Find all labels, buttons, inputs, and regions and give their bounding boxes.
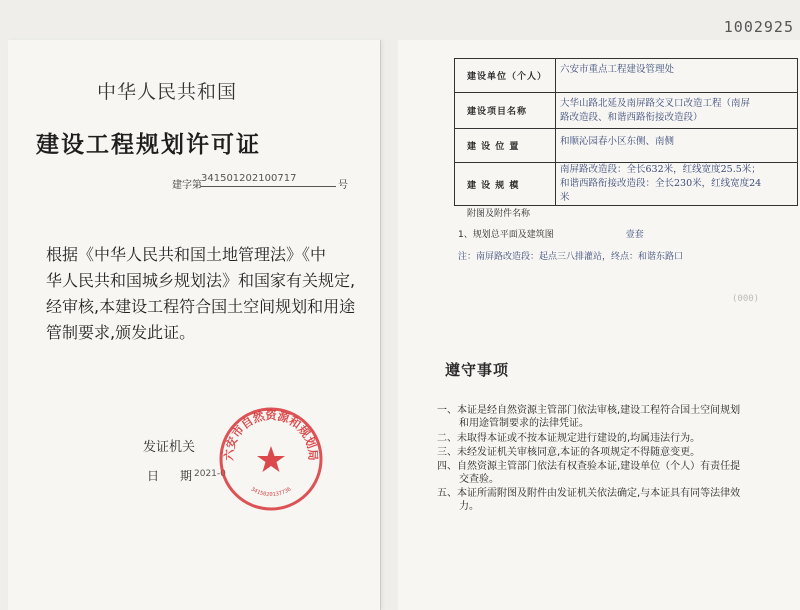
rule-line: 三、未经发证机关审核同意,本证的各项规定不得随意变更。: [437, 447, 701, 458]
value-line: 大华山路北延及南屏路交叉口改造工程（南屏: [560, 97, 751, 109]
rule-line: 二、未取得本证或不按本证规定进行建设的,均属违法行为。: [437, 433, 701, 444]
faint-mark: (000): [732, 294, 760, 304]
body-line: 华人民共和国城乡规划法》和国家有关规定,: [46, 271, 356, 290]
date-value: 2021-0: [194, 469, 226, 479]
rule-line: 一、本证是经自然资源主管部门依法审核,建设工程符合国土空间规划: [437, 405, 741, 416]
attachments-title: 附图及附件名称: [467, 209, 531, 219]
table-row: [455, 129, 798, 163]
seal-text: 六安市自然资源和规划局: [221, 408, 321, 462]
note-text: 注：南屏路改造段：起点三八排灌站，终点：和谐东路口: [458, 252, 684, 262]
row-label: 建设项目名称: [455, 93, 556, 129]
rule-item: [437, 446, 797, 459]
certificate-body: [46, 242, 364, 346]
body-line: 管制要求,颁发此证。: [46, 323, 196, 342]
row-label: 建设单位（个人）: [455, 59, 556, 93]
row-value: 六安市重点工程建设管理处: [556, 59, 798, 93]
table-row: [455, 59, 798, 93]
value-line: 南屏路改造段：全长632米，红线宽度25.5米；: [560, 164, 761, 175]
value-line: 米: [560, 192, 570, 203]
body-line: 经审核,本建设工程符合国土空间规划和用途: [46, 297, 356, 316]
rule-line: 五、本证所需附图及附件由发证机关依法确定,与本证具有同等法律效: [437, 488, 741, 499]
attachment-count: 壹套: [625, 230, 644, 240]
permit-label: 建字第: [172, 180, 202, 191]
table-row: [455, 163, 798, 206]
rule-line: 和用途管制要求的法律凭证。: [459, 418, 589, 429]
row-label: 建 设 规 模: [455, 163, 556, 206]
row-value: [556, 163, 798, 206]
date-label-1: 日: [147, 469, 160, 483]
rules-title: 遵守事项: [445, 361, 510, 379]
rule-item: [437, 487, 797, 513]
official-seal: [216, 404, 326, 514]
row-value: [556, 93, 798, 129]
serial-number: 1002925: [723, 18, 794, 36]
seal-number: 3415020137736: [249, 486, 293, 499]
row-value: 和顺沁园春小区东侧、南侧: [556, 129, 798, 163]
seal-star-icon: [257, 446, 285, 472]
row-label: 建 设 位 置: [455, 129, 556, 163]
permit-suffix: 号: [338, 180, 348, 191]
table-row: [455, 93, 798, 129]
attachment-label: 1、规划总平面及建筑图: [458, 230, 554, 240]
value-line: 路改造段、和谐西路衔接改造段）: [560, 111, 703, 123]
value-line: 和谐西路衔接改造段：全长230米，红线宽度24: [560, 178, 762, 189]
rule-line: 四、自然资源主管部门依法有权查验本证,建设单位（个人）有责任提: [437, 461, 741, 472]
rule-item: [437, 460, 797, 486]
issuer-label: 发证机关: [143, 440, 196, 455]
date-label-2: 期: [180, 469, 193, 483]
body-line: 根据《中华人民共和国土地管理法》《中: [46, 245, 327, 264]
svg-text:3415020137736: [250, 487, 293, 499]
attachment-item: [458, 227, 644, 240]
permit-number: 341501202100717: [201, 173, 336, 187]
rule-item: [437, 432, 797, 445]
certificate-title: 建设工程规划许可证: [36, 132, 261, 158]
rule-line: 力。: [459, 501, 479, 512]
rule-item: [437, 404, 797, 430]
project-info-table: [454, 58, 798, 206]
nation-heading: 中华人民共和国: [97, 81, 238, 103]
rule-line: 交查验。: [459, 474, 499, 485]
